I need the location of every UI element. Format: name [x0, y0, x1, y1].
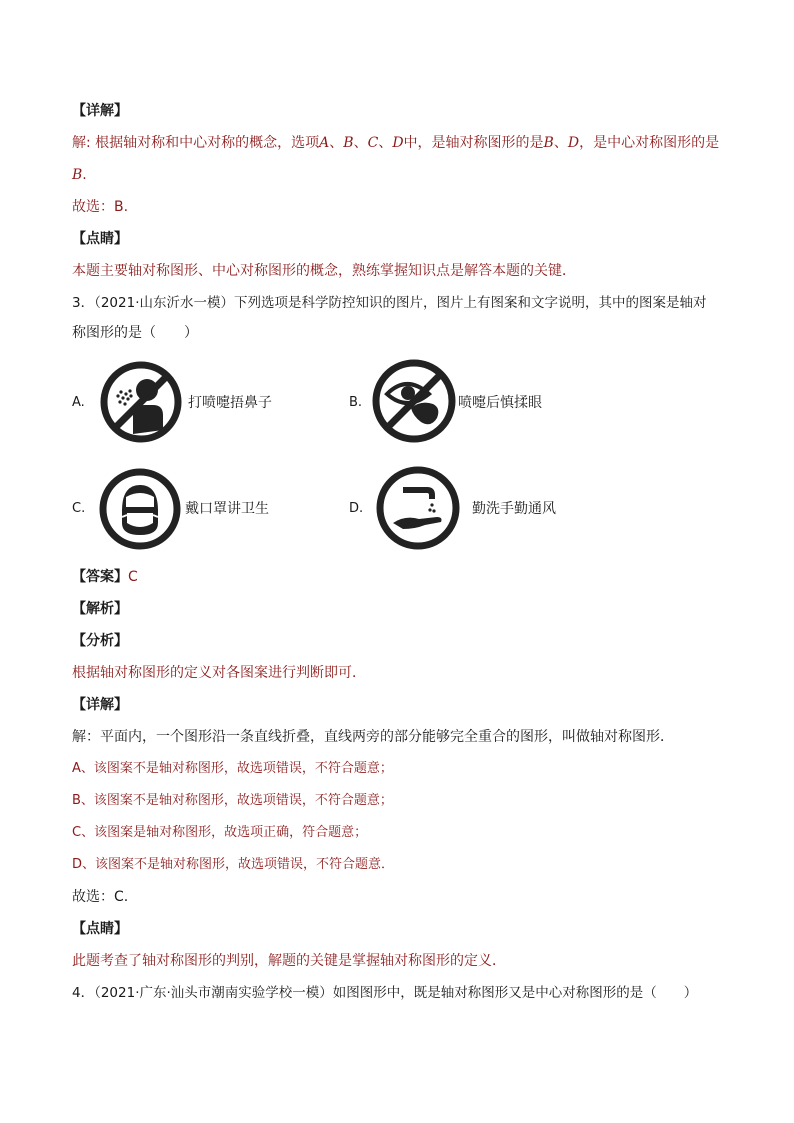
sep: 、	[378, 135, 393, 151]
var-a: A	[319, 135, 330, 151]
var-c: C	[367, 135, 379, 151]
detail-text-b: 中，是轴对称图形的是	[403, 135, 544, 151]
sep: 、	[553, 135, 568, 151]
no-sneeze-icon	[99, 360, 183, 444]
analysis-heading: 【解析】	[72, 601, 128, 617]
note-heading: 【点睛】	[72, 921, 128, 937]
option-b-caption: 喷嚏后慎揉眼	[458, 395, 542, 411]
face-mask-icon	[98, 467, 182, 551]
option-b-letter: B.	[349, 395, 363, 410]
option-d-caption: 勤洗手勤通风	[472, 501, 556, 517]
judgement-b: B、该图案不是轴对称图形，故选项错误，不符合题意；	[72, 793, 393, 808]
option-c-caption: 戴口罩讲卫生	[185, 501, 269, 517]
answer-line	[72, 567, 138, 587]
judgement-c: C、该图案是轴对称图形，故选项正确，符合题意；	[72, 825, 368, 840]
var-b: B	[72, 167, 83, 183]
judgement-a: A、该图案不是轴对称图形，故选项错误，不符合题意；	[72, 761, 393, 776]
no-eye-rubbing-icon	[371, 358, 457, 444]
fenxi-text: 根据轴对称图形的定义对各图案进行判断即可．	[72, 665, 366, 681]
answer-label: 【答案】	[72, 569, 128, 585]
answer-value: C	[128, 569, 138, 585]
detail-heading: 【详解】	[72, 697, 128, 713]
period: .	[82, 167, 87, 183]
option-c-letter: C.	[72, 501, 86, 516]
sep: 、	[353, 135, 368, 151]
final-answer: 故选：C.	[72, 889, 129, 905]
var-b: B	[543, 135, 554, 151]
option-a-letter: A.	[72, 395, 85, 410]
option-d-letter: D.	[349, 501, 364, 516]
detail-heading: 【详解】	[72, 103, 128, 119]
fenxi-heading: 【分析】	[72, 633, 128, 649]
var-b: B	[343, 135, 354, 151]
detail-text-a: 解: 根据轴对称和中心对称的概念，选项	[72, 135, 320, 151]
detail-text-c: ，是中心对称图形的是	[579, 135, 720, 151]
note-heading: 【点睛】	[72, 231, 128, 247]
note-text: 本题主要轴对称图形、中心对称图形的概念，熟练掌握知识点是解答本题的关键．	[72, 263, 576, 279]
note-text: 此题考查了轴对称图形的判别，解题的关键是掌握轴对称图形的定义．	[72, 953, 506, 969]
sep: 、	[329, 135, 344, 151]
option-a-caption: 打喷嚏捂鼻子	[188, 395, 272, 411]
var-d: D	[392, 135, 404, 151]
q4-stem: 4．（2021·广东·汕头市潮南实验学校一模）如图图形中，既是轴对称图形又是中心对称图形的是（ ）	[72, 985, 698, 1001]
detail-line-2	[72, 165, 87, 185]
detail-line-1	[72, 133, 719, 153]
answer-line: 故选：B.	[72, 199, 129, 215]
q3-stem-line-1: 3．（2021·山东沂水一模）下列选项是科学防控知识的图片，图片上有图案和文字说明，其中的图案是轴对	[72, 295, 707, 311]
var-d: D	[567, 135, 580, 151]
judgement-d: D、该图案不是轴对称图形，故选项错误，不符合题意．	[72, 857, 395, 872]
q3-stem-line-2: 称图形的是（ ）	[72, 325, 198, 341]
detail-text: 解：平面内，一个图形沿一条直线折叠，直线两旁的部分能够完全重合的图形，叫做轴对称图形．	[72, 729, 674, 745]
hand-washing-icon	[375, 465, 461, 551]
